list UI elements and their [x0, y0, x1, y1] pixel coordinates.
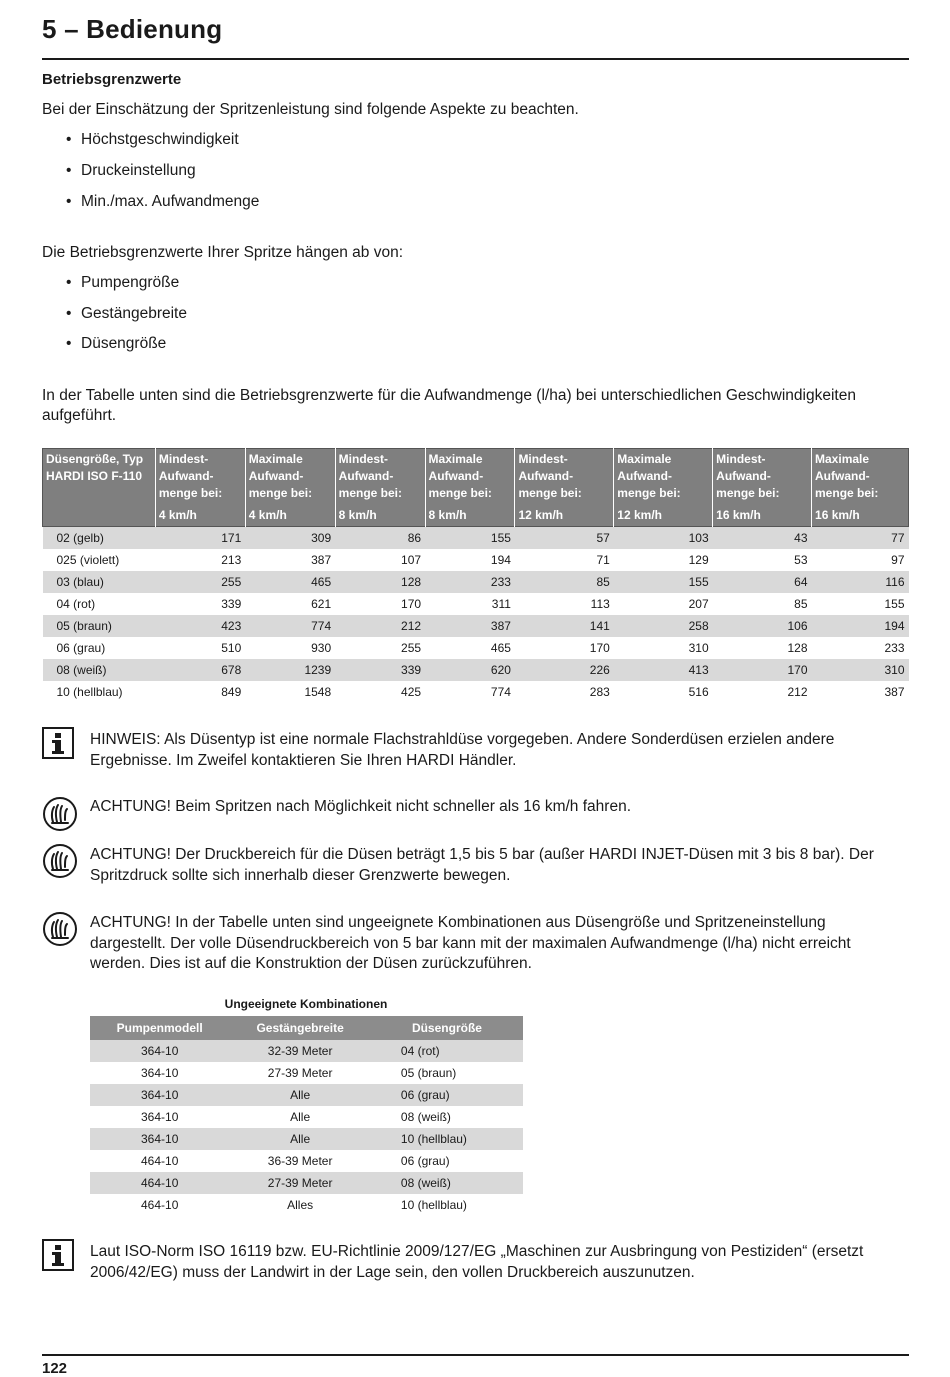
depends-paragraph: Die Betriebsgrenzwerte Ihrer Spritze hängen ab von:: [42, 244, 404, 261]
pump-model-cell: 364-10: [90, 1084, 229, 1106]
table-row: [90, 1194, 523, 1216]
pump-model-cell: 364-10: [90, 1128, 229, 1150]
nozzle-size-cell: 04 (rot): [371, 1040, 523, 1062]
column-header: [812, 449, 909, 527]
rate-cell: 170: [713, 659, 812, 681]
table-row: [90, 1084, 523, 1106]
rate-cell: 339: [335, 659, 425, 681]
table-row: [43, 549, 909, 571]
warning-text: ACHTUNG! Beim Spritzen nach Möglichkeit nicht schneller als 16 km/h fahren.: [90, 798, 631, 815]
rate-cell: 129: [688, 553, 709, 567]
rate-cell: 465: [245, 571, 335, 593]
nozzle-size-cell: 10 (hellblau): [400, 1198, 467, 1212]
column-header-label: Düsengröße, Typ HARDI ISO F-110: [46, 452, 144, 483]
boom-width-cell: Alle: [290, 1110, 311, 1124]
rate-cell: 128: [335, 571, 425, 593]
rate-cell: 207: [688, 597, 709, 611]
rate-cell: 255: [155, 571, 245, 593]
rate-cell: 258: [614, 615, 713, 637]
rate-cell: 387: [425, 615, 515, 637]
rate-cell: 930: [311, 641, 332, 655]
column-header: [245, 449, 335, 527]
column-header-speed: 12 km/h: [518, 508, 564, 522]
boom-width-cell: Alle: [229, 1128, 371, 1150]
list-item: • Min./max. Aufwandmenge: [66, 193, 260, 210]
nozzle-size-cell: 06 (grau): [371, 1084, 523, 1106]
table-row: [43, 681, 909, 703]
table-row: [43, 637, 909, 659]
column-header-label: Mindest-Aufwand-menge bei:: [338, 452, 403, 500]
note-text: HINWEIS: Als Düsentyp ist eine normale Flachstrahldüse vorgegeben. Andere Sonderdüsen erzielen andere Ergebnisse. Im Zweifel kontaktieren Sie Ihren HARDI Händler.: [90, 731, 835, 769]
rate-cell: 155: [425, 527, 515, 550]
rate-cell: 774: [245, 615, 335, 637]
column-header: [155, 449, 245, 527]
rate-cell: 77: [812, 527, 909, 550]
boom-width-cell: 27-39 Meter: [267, 1066, 333, 1080]
rate-cell: 85: [794, 597, 808, 611]
rate-cell: 171: [155, 527, 245, 550]
boom-width-cell: Alle: [229, 1084, 371, 1106]
table-row: [90, 1128, 523, 1150]
column-header-speed: 8 km/h: [338, 508, 377, 522]
rate-cell: 170: [589, 641, 610, 655]
table-intro-paragraph: In der Tabelle unten sind die Betriebsgrenzwerte für die Aufwandmenge (l/ha) bei unterschiedlichen Geschwindigkeiten aufgeführt.: [42, 387, 856, 424]
nozzle-size-cell: 06 (grau): [400, 1154, 450, 1168]
info-icon: [42, 1239, 74, 1271]
table-row: [90, 1172, 523, 1194]
rate-cell: 849: [221, 685, 242, 699]
warning-text: ACHTUNG! Der Druckbereich für die Düsen beträgt 1,5 bis 5 bar (außer HARDI INJET-Düsen mit 3 bis 8 bar). Der Spritzdruck sollte sich innerhalb dieser Grenzwerte bewegen.: [90, 846, 874, 884]
column-header-label: Maximale Aufwand-menge bei:: [815, 452, 879, 500]
rate-cell: 128: [787, 641, 808, 655]
column-header-speed: 12 km/h: [617, 508, 662, 522]
warning-hand-icon: [42, 796, 78, 832]
unsuitable-combinations-table: [90, 1016, 523, 1216]
footer-rule: [42, 1354, 909, 1356]
table-row: [43, 615, 909, 637]
pump-model-cell: 364-10: [141, 1110, 179, 1124]
nozzle-size-cell: 08 (weiß): [371, 1172, 523, 1194]
table-header-row: [90, 1016, 523, 1040]
column-header: [425, 449, 515, 527]
application-rate-table: [42, 448, 909, 703]
pump-model-cell: 464-10: [141, 1198, 179, 1212]
rate-cell: 107: [401, 553, 422, 567]
column-header-label: Mindest-Aufwand-menge bei:: [518, 452, 582, 500]
warning-text: ACHTUNG! In der Tabelle unten sind ungeeignete Kombinationen aus Düsengröße und Spritzeneinstellung dargestellt. Der volle Düsendruckbereich von 5 bar kann mit der maximalen Aufwandmenge (l/ha) nicht erreicht werden. Dies ist auf die Konstruktion der Düsen zurückzuführen.: [90, 914, 851, 972]
column-header: [43, 449, 156, 527]
rate-cell: 309: [245, 527, 335, 550]
rate-cell: 64: [713, 571, 812, 593]
rate-cell: 774: [490, 685, 511, 699]
column-header: Düsengröße: [371, 1016, 523, 1040]
column-header-speed: 4 km/h: [158, 508, 197, 522]
rate-cell: 387: [311, 553, 332, 567]
pump-model-cell: 464-10: [90, 1172, 229, 1194]
rate-cell: 212: [787, 685, 808, 699]
chapter-title: 5 – Bedienung: [42, 14, 223, 44]
rate-cell: 53: [794, 553, 808, 567]
table-row: [43, 593, 909, 615]
list-item: • Druckeinstellung: [66, 162, 196, 179]
warning-hand-icon: [42, 843, 78, 879]
rate-cell: 141: [515, 615, 614, 637]
column-header-label: Mindest-Aufwand-menge bei:: [716, 452, 780, 500]
rate-cell: 170: [401, 597, 422, 611]
rate-cell: 311: [491, 597, 511, 611]
rate-cell: 113: [590, 597, 610, 611]
list-item: • Gestängebreite: [66, 305, 187, 322]
column-header-label: Maximale Aufwand-menge bei:: [248, 452, 313, 500]
rate-cell: 106: [713, 615, 812, 637]
nozzle-size-cell: 02 (gelb): [43, 527, 156, 550]
boom-width-cell: 36-39 Meter: [267, 1154, 333, 1168]
boom-width-cell: 32-39 Meter: [229, 1040, 371, 1062]
rate-cell: 255: [401, 641, 422, 655]
table-row: [90, 1062, 523, 1084]
rate-cell: 387: [884, 685, 905, 699]
rate-cell: 1548: [304, 685, 332, 699]
rate-cell: 43: [713, 527, 812, 550]
nozzle-size-cell: 08 (weiß): [43, 659, 156, 681]
rate-cell: 57: [515, 527, 614, 550]
column-header: Gestängebreite: [229, 1016, 371, 1040]
list-item: • Höchstgeschwindigkeit: [66, 131, 239, 148]
column-header-label: Maximale Aufwand-menge bei:: [617, 452, 681, 500]
table-header-row: [43, 449, 909, 527]
rate-cell: 310: [688, 641, 709, 655]
rate-cell: 621: [311, 597, 332, 611]
nozzle-size-cell: 03 (blau): [43, 571, 156, 593]
rate-cell: 339: [221, 597, 242, 611]
rate-cell: 155: [614, 571, 713, 593]
rate-cell: 620: [425, 659, 515, 681]
page-number: 122: [42, 1360, 68, 1377]
column-header-speed: 16 km/h: [815, 508, 860, 522]
rate-cell: 310: [812, 659, 909, 681]
rate-cell: 86: [335, 527, 425, 550]
rate-cell: 283: [589, 685, 610, 699]
info-icon: [42, 727, 74, 759]
nozzle-size-cell: 05 (braun): [43, 615, 156, 637]
rate-cell: 194: [812, 615, 909, 637]
table-row: [43, 659, 909, 681]
rate-cell: 510: [221, 641, 242, 655]
column-header-label: Maximale Aufwand-menge bei:: [428, 452, 492, 500]
column-header: [335, 449, 425, 527]
rate-cell: 233: [425, 571, 515, 593]
rate-cell: 116: [812, 571, 909, 593]
rate-cell: 97: [891, 553, 905, 567]
column-header: [713, 449, 812, 527]
rate-cell: 423: [155, 615, 245, 637]
intro-paragraph: Bei der Einschätzung der Spritzenleistung sind folgende Aspekte zu beachten.: [42, 101, 579, 118]
rate-cell: 85: [515, 571, 614, 593]
rate-cell: 413: [614, 659, 713, 681]
table-row: [90, 1106, 523, 1128]
rate-cell: 516: [688, 685, 709, 699]
rate-cell: 212: [335, 615, 425, 637]
rate-cell: 425: [401, 685, 422, 699]
column-header-speed: 8 km/h: [428, 508, 467, 522]
rate-cell: 233: [884, 641, 905, 655]
column-header: [614, 449, 713, 527]
boom-width-cell: Alles: [287, 1198, 314, 1212]
nozzle-size-cell: 06 (grau): [56, 641, 106, 655]
column-header-speed: 4 km/h: [248, 508, 287, 522]
table-row: [90, 1040, 523, 1062]
nozzle-size-cell: 10 (hellblau): [56, 685, 123, 699]
table-row: [90, 1150, 523, 1172]
warning-hand-icon: [42, 911, 78, 947]
header-rule: [42, 58, 909, 60]
rate-cell: 465: [490, 641, 511, 655]
section-title: Betriebsgrenzwerte: [42, 71, 182, 88]
table-row: [43, 571, 909, 593]
rate-cell: 71: [596, 553, 610, 567]
rate-cell: 194: [490, 553, 511, 567]
rate-cell: 213: [221, 553, 242, 567]
nozzle-size-cell: 05 (braun): [400, 1066, 457, 1080]
column-header: [515, 449, 614, 527]
pump-model-cell: 364-10: [141, 1066, 179, 1080]
table-row: [43, 527, 909, 550]
rate-cell: 155: [884, 597, 905, 611]
pump-model-cell: 464-10: [141, 1154, 179, 1168]
column-header: Pumpenmodell: [90, 1016, 229, 1040]
column-header-label: Mindest-Aufwand-menge bei:: [158, 452, 223, 500]
nozzle-size-cell: 08 (weiß): [400, 1110, 451, 1124]
rate-cell: 226: [515, 659, 614, 681]
boom-width-cell: 27-39 Meter: [229, 1172, 371, 1194]
list-item: • Düsengröße: [66, 335, 167, 352]
rate-cell: 103: [614, 527, 713, 550]
rate-cell: 1239: [245, 659, 335, 681]
pump-model-cell: 364-10: [90, 1040, 229, 1062]
list-item: • Pumpengröße: [66, 274, 180, 291]
nozzle-size-cell: 10 (hellblau): [371, 1128, 523, 1150]
column-header-speed: 16 km/h: [716, 508, 761, 522]
rate-cell: 678: [155, 659, 245, 681]
nozzle-size-cell: 025 (violett): [56, 553, 120, 567]
combo-table-caption: Ungeeignete Kombinationen: [224, 997, 388, 1011]
final-note-text: Laut ISO-Norm ISO 16119 bzw. EU-Richtlinie 2009/127/EG „Maschinen zur Ausbringung von Pestiziden“ (ersetzt 2006/42/EG) muss der Landwirt in der Lage sein, den vollen Druckbereich auszunutzen.: [90, 1243, 864, 1281]
nozzle-size-cell: 04 (rot): [56, 597, 96, 611]
